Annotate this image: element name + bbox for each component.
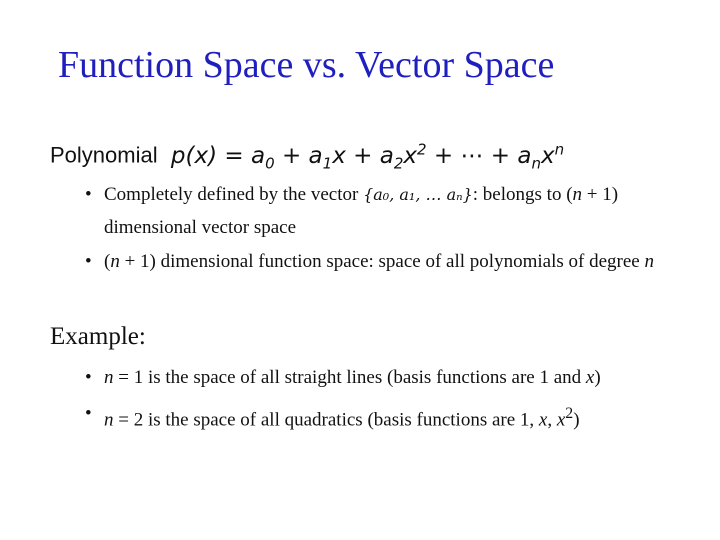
coef-an: a: [517, 142, 532, 169]
polynomial-point: [50, 140, 564, 172]
bullet2-n2: n: [644, 251, 654, 272]
bullet1-text-a: Completely defined by the vector: [104, 184, 364, 205]
var-xn: x: [540, 142, 555, 169]
plus-ellipsis: + ⋯ +: [426, 142, 518, 169]
bullet-function-space: [85, 245, 684, 278]
var-x1: x: [332, 142, 346, 169]
ex2-x2: x: [556, 409, 566, 431]
coef-an-sub: n: [531, 154, 541, 173]
ex2-text-b: ): [573, 409, 580, 431]
bullet-dot: •: [85, 184, 92, 205]
coef-a1: a: [308, 142, 323, 169]
bullet-example-quadratics: [85, 397, 684, 436]
coefficient-set: {a₀, a₁, … aₙ}: [363, 185, 473, 204]
var-x2-sup: 2: [417, 140, 427, 158]
bullet2-text-a: (: [104, 251, 111, 272]
ex2-text-a: = 2 is the space of all quadratics (basis functions are 1,: [113, 409, 539, 431]
bullet-example-lines: [85, 361, 684, 394]
bullet-dot: •: [85, 367, 92, 388]
bullet-dot: •: [85, 251, 92, 272]
var-xn-sup: n: [554, 140, 565, 158]
bullet-dot: •: [85, 403, 92, 424]
coef-a0-sub: 0: [265, 154, 275, 173]
ex1-x: x: [585, 367, 595, 388]
coef-a2-sub: 2: [393, 154, 404, 173]
plus-2: +: [345, 142, 380, 169]
example-heading: Example:: [50, 323, 146, 350]
polynomial-formula: [164, 140, 565, 173]
coef-a2: a: [379, 142, 394, 169]
var-x2: x: [403, 142, 418, 169]
plus-1: +: [274, 142, 309, 169]
bullet2-n: n: [110, 251, 120, 272]
bullet1-text-c: + 1) dimensional vector space: [104, 184, 619, 238]
formula-lhs: p(x) =: [170, 142, 251, 169]
slide-title: Function Space vs. Vector Space: [58, 44, 555, 86]
polynomial-label: Polynomial: [50, 142, 158, 168]
coef-a0: a: [250, 142, 266, 169]
bullet-vector-definition: [85, 178, 684, 244]
ex1-n: n: [104, 367, 114, 388]
ex1-text-a: = 1 is the space of all straight lines (basis functions are 1 and: [113, 367, 586, 388]
ex2-x: x: [538, 409, 548, 431]
ex2-sup: 2: [565, 405, 574, 422]
bullet2-text-b: + 1) dimensional function space: space of all polynomials of degree: [119, 251, 645, 272]
coef-a1-sub: 1: [322, 154, 333, 173]
ex2-n: n: [104, 409, 114, 431]
ex1-text-b: ): [594, 367, 601, 388]
bullet1-n: n: [572, 184, 583, 205]
bullet1-text-b: : belongs to (: [472, 184, 573, 205]
ex2-comma: ,: [547, 409, 557, 431]
